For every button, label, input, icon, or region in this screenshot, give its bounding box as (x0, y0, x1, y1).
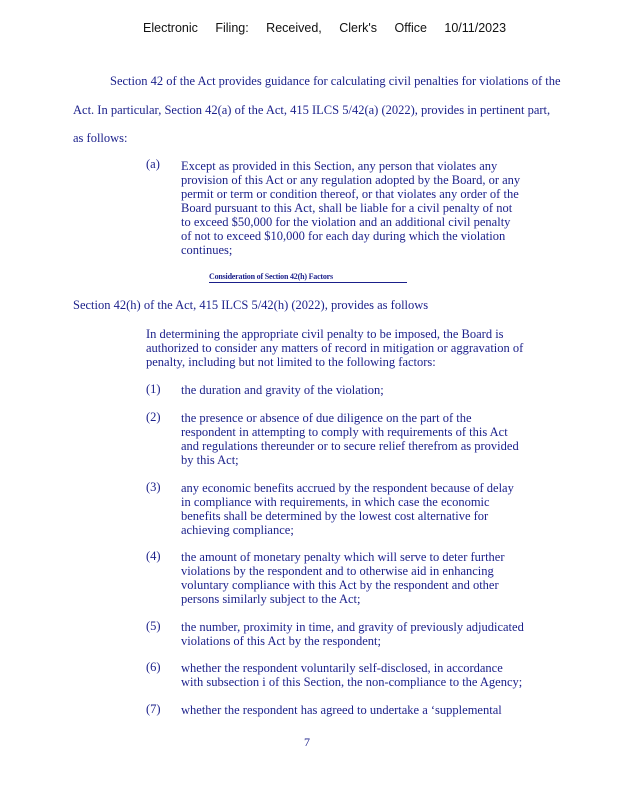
quote-a-line: provision of this Act or any regulation adopted by the Board, or any (181, 173, 521, 187)
factor-line: in compliance with requirements, in which case the economic (181, 495, 490, 509)
quote-a-line: Board pursuant to this Act, shall be liable for a civil penalty of not (181, 201, 513, 215)
factor-line: the duration and gravity of the violation; (181, 383, 384, 397)
factor-line: whether the respondent has agreed to undertake a ‘supplemental (181, 703, 502, 717)
factor-line: whether the respondent voluntarily self-disclosed, in accordance (181, 661, 503, 675)
factor-number: (7) (146, 702, 161, 716)
h-intro-line: authorized to consider any matters of record in mitigation or aggravation of (146, 341, 524, 355)
filing-stamp: Electronic Filing: Received, Clerk's Office 10/11/2023 (143, 21, 507, 35)
intro-line-2: Act. In particular, Section 42(a) of the Act, 415 ILCS 5/42(a) (2022), provides in pertinent part, (73, 103, 551, 117)
factor-line: any economic benefits accrued by the respondent because of delay (181, 481, 514, 495)
factor-line: voluntary compliance with this Act by the respondent and other (181, 578, 499, 592)
factor-text (181, 703, 502, 717)
section-heading: Consideration of Section 42(h) Factors (209, 272, 407, 283)
quote-a-line: Except as provided in this Section, any person that violates any (181, 159, 498, 173)
h-intro-block (146, 327, 523, 369)
factor-text (181, 661, 522, 689)
quote-a-line: of not to exceed $10,000 for each day during which the violation (181, 229, 506, 243)
section-42h-intro: Section 42(h) of the Act, 415 ILCS 5/42(h) (2022), provides as follows (73, 298, 429, 312)
quote-a-line: permit or term or condition thereof, or that violates any order of the (181, 187, 519, 201)
quote-a-label: (a) (146, 157, 160, 171)
quote-a-line: to exceed $50,000 for the violation and an additional civil penalty (181, 215, 511, 229)
factor-number: (6) (146, 660, 161, 674)
factor-line: by this Act; (181, 453, 239, 467)
h-intro-line: In determining the appropriate civil penalty to be imposed, the Board is (146, 327, 504, 341)
intro-line-1: Section 42 of the Act provides guidance for calculating civil penalties for violations of the (110, 74, 561, 88)
factor-line: benefits shall be determined by the lowest cost alternative for (181, 509, 489, 523)
factor-line: persons similarly subject to the Act; (181, 592, 361, 606)
factor-line: respondent in attempting to comply with requirements of this Act (181, 425, 508, 439)
factor-text (181, 550, 505, 606)
factor-line: violations of this Act by the respondent; (181, 634, 381, 648)
factor-number: (5) (146, 619, 161, 633)
factor-line: the amount of monetary penalty which will serve to deter further (181, 550, 505, 564)
factor-number: (1) (146, 382, 161, 396)
factor-line: the number, proximity in time, and gravity of previously adjudicated (181, 620, 524, 634)
intro-line-3: as follows: (73, 131, 128, 145)
factor-number: (4) (146, 549, 161, 563)
factor-line: achieving compliance; (181, 523, 294, 537)
factor-line: and regulations thereunder or to secure relief therefrom as provided (181, 439, 519, 453)
factor-text (181, 481, 514, 537)
factor-number: (3) (146, 480, 161, 494)
factor-text (181, 383, 384, 397)
quote-a-block (181, 159, 520, 257)
quote-a-line: continues; (181, 243, 233, 257)
page-number: 7 (304, 735, 310, 749)
factor-line: the presence or absence of due diligence on the part of the (181, 411, 472, 425)
h-intro-line: penalty, including but not limited to the following factors: (146, 355, 436, 369)
factor-line: violations by the respondent and to otherwise aid in enhancing (181, 564, 494, 578)
factor-text (181, 620, 524, 648)
factor-line: with subsection i of this Section, the non-compliance to the Agency; (181, 675, 523, 689)
factor-number: (2) (146, 410, 161, 424)
factor-text (181, 411, 519, 467)
